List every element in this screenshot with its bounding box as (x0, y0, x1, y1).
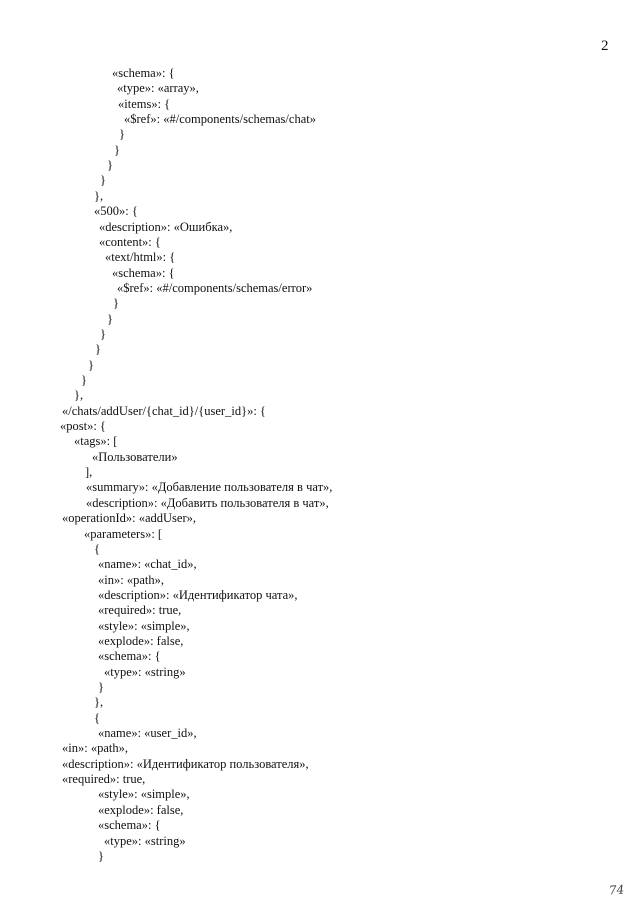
code-line: «required»: true, (62, 772, 146, 787)
code-line: } (98, 848, 104, 863)
code-line: } (100, 173, 106, 188)
code-line: «schema»: { (112, 66, 175, 80)
code-line: } (95, 342, 101, 357)
code-line: «schema»: { (98, 818, 161, 833)
code-line: «Пользователи» (92, 449, 178, 464)
code-line: «type»: «array», (117, 81, 199, 96)
code-line: «description»: «Идентификатор пользователя», (62, 756, 309, 771)
code-line: «style»: «simple», (98, 618, 190, 633)
code-line: «text/html»: { (105, 250, 176, 265)
code-line: } (113, 296, 119, 311)
code-line: «parameters»: [ (84, 526, 163, 541)
code-line: } (81, 373, 87, 387)
code-line: «description»: «Добавить пользователя в чат», (86, 495, 329, 510)
code-line: «content»: { (99, 234, 161, 249)
code-line: «explode»: false, (98, 802, 184, 817)
code-line: «$ref»: «#/components/schemas/chat» (124, 112, 316, 127)
handwritten-page-mark: 74 (608, 882, 625, 898)
code-line: } (98, 680, 104, 694)
code-line: «summary»: «Добавление пользователя в чат», (86, 480, 333, 495)
code-line: «in»: «path», (98, 572, 164, 587)
code-line: } (107, 158, 113, 173)
code-line: «name»: «chat_id», (98, 557, 197, 572)
code-line: «type»: «string» (104, 664, 186, 679)
code-line: }, (94, 695, 104, 710)
code-line: «post»: { (60, 419, 106, 434)
code-line: «style»: «simple», (98, 787, 190, 802)
code-line: «operationId»: «addUser», (62, 511, 196, 526)
code-line: }, (94, 188, 104, 203)
code-line: «tags»: [ (74, 434, 118, 449)
code-line: }, (74, 388, 84, 403)
code-line: { (94, 710, 100, 725)
code-line: «schema»: { (112, 265, 175, 280)
code-line: «/chats/addUser/{chat_id}/{user_id}»: { (62, 403, 266, 418)
code-line: «$ref»: «#/components/schemas/error» (117, 280, 313, 295)
code-line: «required»: true, (98, 603, 182, 618)
code-line: { (94, 541, 100, 556)
code-line: «explode»: false, (98, 633, 184, 648)
code-line: } (88, 357, 94, 372)
code-line: ], (85, 465, 93, 480)
code-line: } (107, 311, 113, 326)
code-line: «500»: { (94, 204, 138, 219)
page-number: 2 (601, 38, 609, 54)
code-line: «in»: «path», (62, 741, 128, 756)
code-line: «description»: «Ошибка», (99, 219, 233, 234)
code-line: «schema»: { (98, 649, 161, 664)
code-line: «description»: «Идентификатор чата», (98, 587, 298, 602)
code-line: } (114, 142, 120, 157)
code-line: } (100, 326, 106, 341)
code-line: } (119, 127, 125, 142)
code-line: «items»: { (118, 96, 171, 111)
code-line: «type»: «string» (104, 833, 186, 848)
code-line: «name»: «user_id», (98, 726, 197, 741)
